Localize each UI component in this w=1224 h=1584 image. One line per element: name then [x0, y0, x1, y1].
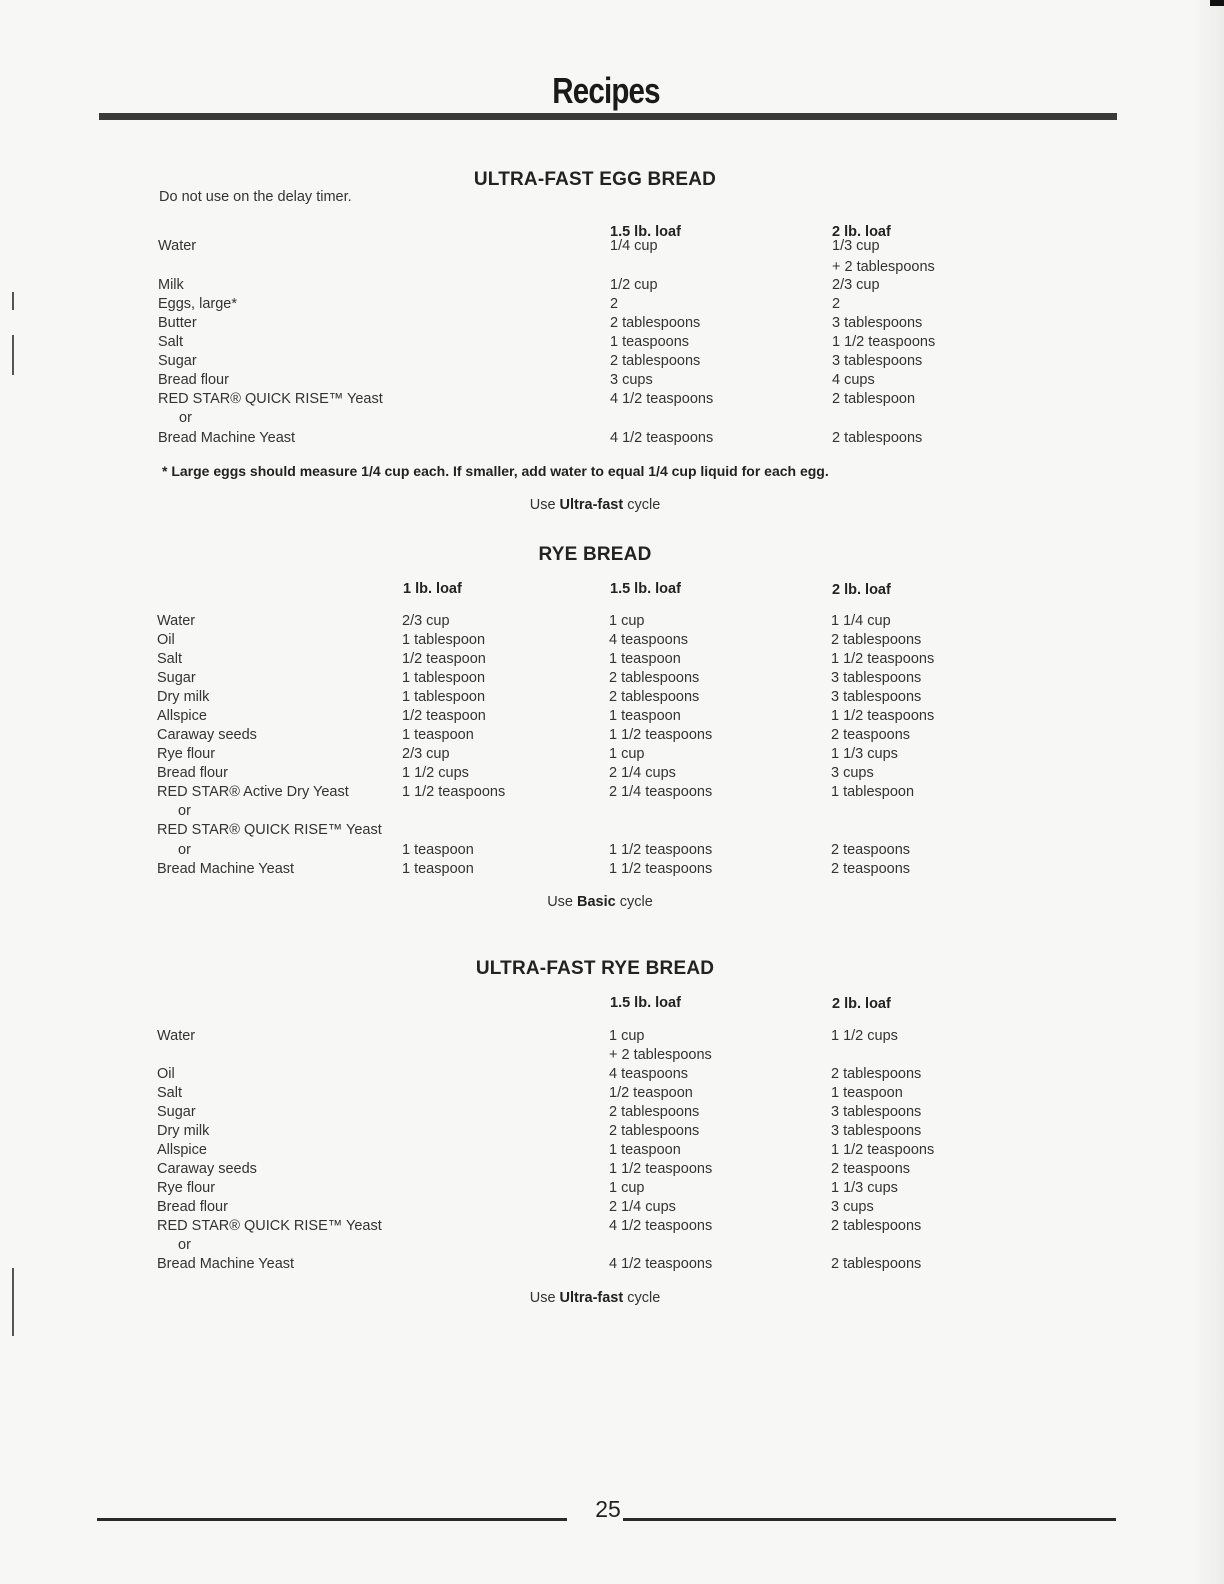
ingredient-amount: 1 1/2 cups	[402, 765, 469, 781]
ingredient-name: RED STAR® QUICK RISE™ Yeast	[158, 391, 383, 407]
ingredient-amount: 1 1/2 teaspoons	[609, 1161, 713, 1177]
ingredient-name: or	[179, 410, 192, 426]
cycle-prefix: Use	[529, 497, 556, 513]
ingredient-name: Salt	[158, 334, 183, 350]
ingredient-name: RED STAR® Active Dry Yeast	[157, 784, 349, 800]
ingredient-amount: 4 1/2 teaspoons	[609, 1218, 713, 1234]
ingredient-amount: 2	[610, 296, 619, 312]
ingredient-amount: 2 tablespoons	[609, 1123, 700, 1139]
ingredient-amount: 1 1/2 teaspoons	[609, 861, 713, 877]
ingredient-amount: 2 1/4 teaspoons	[609, 784, 713, 800]
ingredient-name: Water	[157, 613, 196, 629]
ingredient-amount: 2 teaspoons	[831, 727, 911, 743]
ingredient-amount: 1 1/2 teaspoons	[831, 651, 935, 667]
ingredient-name: Water	[157, 1028, 196, 1044]
ingredient-amount: 1 cup	[609, 613, 645, 629]
ingredient-name: Bread flour	[158, 372, 229, 388]
ingredient-amount: 1/2 teaspoon	[402, 651, 486, 667]
cycle-name: Ultra-fast	[559, 497, 624, 513]
ingredient-amount: 1 1/2 teaspoons	[831, 708, 935, 724]
footer-rule-right	[623, 1518, 1116, 1521]
recipe-title: ULTRA-FAST EGG BREAD	[473, 169, 717, 190]
ingredient-amount: 1/3 cup	[832, 238, 880, 254]
ingredient-name: Caraway seeds	[157, 1161, 257, 1177]
ingredient-amount: 1 1/2 teaspoons	[402, 784, 506, 800]
ingredient-name: Allspice	[157, 1142, 207, 1158]
ingredient-amount: 1 tablespoon	[402, 670, 486, 686]
ingredient-amount: 1 tablespoon	[402, 689, 486, 705]
page-edge-shadow	[1194, 0, 1224, 1584]
ingredient-name: Sugar	[157, 670, 196, 686]
ingredient-amount: 2 tablespoons	[609, 1104, 700, 1120]
ingredient-amount: 3 cups	[831, 765, 874, 781]
ingredient-amount: 1 teaspoon	[831, 1085, 903, 1101]
ingredient-name: RED STAR® QUICK RISE™ Yeast	[157, 1218, 382, 1234]
ingredient-name: Salt	[157, 1085, 182, 1101]
ingredient-amount: 4 teaspoons	[609, 1066, 689, 1082]
ingredient-name: Oil	[157, 1066, 175, 1082]
ingredient-amount: 2 tablespoons	[610, 353, 701, 369]
ingredient-amount: 2 teaspoons	[831, 842, 911, 858]
ingredient-amount: 2 tablespoons	[609, 670, 700, 686]
ingredient-amount: 2/3 cup	[402, 613, 450, 629]
page-corner-mark	[1210, 0, 1224, 6]
ingredient-name: Milk	[158, 277, 184, 293]
ingredient-name: Sugar	[158, 353, 197, 369]
ingredient-name: Dry milk	[157, 1123, 210, 1139]
ingredient-amount: 2 tablespoons	[832, 430, 923, 446]
column-header: 2 lb. loaf	[832, 582, 891, 598]
ingredient-amount: 4 1/2 teaspoons	[610, 430, 714, 446]
ingredient-amount: 2	[832, 296, 841, 312]
cycle-name: Ultra-fast	[559, 1290, 624, 1306]
column-header: 1.5 lb. loaf	[610, 995, 681, 1011]
ingredient-amount: 1 1/3 cups	[831, 746, 898, 762]
ingredient-amount: 1 cup	[609, 746, 645, 762]
ingredient-amount: 1 teaspoon	[402, 861, 474, 877]
cycle-suffix: cycle	[627, 497, 661, 513]
ingredient-amount: 1 tablespoon	[831, 784, 915, 800]
ingredient-amount: 1 1/4 cup	[831, 613, 891, 629]
ingredient-amount: 3 cups	[610, 372, 653, 388]
binding-mark	[12, 292, 14, 310]
ingredient-amount: 2 1/4 cups	[609, 1199, 676, 1215]
ingredient-amount: + 2 tablespoons	[609, 1047, 712, 1063]
footer-rule-left	[97, 1518, 567, 1521]
ingredient-name: Rye flour	[157, 1180, 216, 1196]
ingredient-amount: 1 teaspoon	[609, 708, 681, 724]
ingredient-amount: 2 1/4 cups	[609, 765, 676, 781]
header-rule	[99, 113, 1117, 120]
cycle-prefix: Use	[547, 894, 573, 910]
page-number: 25	[595, 1496, 621, 1522]
cycle-prefix: Use	[529, 1290, 556, 1306]
ingredient-amount: 1 teaspoons	[610, 334, 690, 350]
ingredient-amount: 2/3 cup	[832, 277, 880, 293]
recipe-title: RYE BREAD	[538, 544, 652, 565]
ingredient-amount: 2 tablespoons	[831, 1218, 922, 1234]
ingredient-name: Bread Machine Yeast	[157, 1256, 295, 1272]
cycle-instruction	[0, 894, 1200, 910]
cycle-instruction	[0, 497, 1190, 513]
ingredient-amount: 3 cups	[831, 1199, 874, 1215]
ingredient-amount: 2 teaspoons	[831, 861, 911, 877]
ingredient-amount: 1 teaspoon	[402, 842, 474, 858]
ingredient-name: Salt	[157, 651, 182, 667]
ingredient-name: Bread flour	[157, 1199, 228, 1215]
ingredient-amount: 2 tablespoons	[609, 689, 700, 705]
ingredient-amount: 1 teaspoon	[609, 1142, 681, 1158]
column-header: 1 lb. loaf	[403, 581, 462, 597]
ingredient-amount: 1 teaspoon	[402, 727, 474, 743]
ingredient-name: Rye flour	[157, 746, 216, 762]
column-header: 2 lb. loaf	[832, 224, 891, 240]
ingredient-name: Bread Machine Yeast	[158, 430, 296, 446]
ingredient-name: Allspice	[157, 708, 207, 724]
cycle-suffix: cycle	[619, 894, 653, 910]
ingredient-amount: 4 cups	[832, 372, 875, 388]
ingredient-amount: + 2 tablespoons	[832, 259, 935, 275]
ingredient-name: RED STAR® QUICK RISE™ Yeast	[157, 822, 382, 838]
footnote: * Large eggs should measure 1/4 cup each. If smaller, add water to equal 1/4 cup liquid for each egg.	[162, 463, 829, 479]
ingredient-name: or	[178, 803, 191, 819]
ingredient-amount: 3 tablespoons	[831, 1123, 922, 1139]
column-header: 1.5 lb. loaf	[610, 581, 681, 597]
recipe-intro: Do not use on the delay timer.	[159, 189, 352, 205]
ingredient-amount: 1 teaspoon	[609, 651, 681, 667]
ingredient-amount: 1 1/2 teaspoons	[609, 727, 713, 743]
ingredient-amount: 1/2 teaspoon	[609, 1085, 693, 1101]
ingredient-amount: 1 1/2 teaspoons	[832, 334, 936, 350]
ingredient-amount: 4 1/2 teaspoons	[609, 1256, 713, 1272]
ingredient-amount: 2 tablespoons	[610, 315, 701, 331]
ingredient-name: Dry milk	[157, 689, 210, 705]
ingredient-name: Bread Machine Yeast	[157, 861, 295, 877]
ingredient-name: or	[178, 842, 191, 858]
cycle-name: Basic	[577, 894, 616, 910]
binding-mark	[12, 335, 14, 375]
recipe-title: ULTRA-FAST RYE BREAD	[475, 958, 715, 979]
ingredient-name: Caraway seeds	[157, 727, 257, 743]
ingredient-name: or	[178, 1237, 191, 1253]
ingredient-amount: 2 teaspoons	[831, 1161, 911, 1177]
cycle-instruction	[0, 1290, 1190, 1306]
ingredient-amount: 1 1/2 cups	[831, 1028, 898, 1044]
ingredient-amount: 1 1/2 teaspoons	[609, 842, 713, 858]
page-title: Recipes	[552, 70, 660, 111]
ingredient-amount: 2 tablespoons	[831, 632, 922, 648]
ingredient-amount: 1 1/3 cups	[831, 1180, 898, 1196]
ingredient-amount: 1/2 cup	[610, 277, 658, 293]
ingredient-name: Water	[158, 238, 197, 254]
ingredient-amount: 2 tablespoon	[832, 391, 916, 407]
ingredient-amount: 3 tablespoons	[831, 670, 922, 686]
ingredient-amount: 2 tablespoons	[831, 1256, 922, 1272]
ingredient-amount: 4 teaspoons	[609, 632, 689, 648]
column-header: 1.5 lb. loaf	[610, 224, 681, 240]
ingredient-amount: 1/2 teaspoon	[402, 708, 486, 724]
ingredient-amount: 3 tablespoons	[832, 315, 923, 331]
ingredient-amount: 3 tablespoons	[832, 353, 923, 369]
ingredient-amount: 2 tablespoons	[831, 1066, 922, 1082]
ingredient-name: Butter	[158, 315, 197, 331]
ingredient-name: Eggs, large*	[158, 296, 237, 312]
ingredient-amount: 4 1/2 teaspoons	[610, 391, 714, 407]
ingredient-amount: 2/3 cup	[402, 746, 450, 762]
ingredient-amount: 3 tablespoons	[831, 689, 922, 705]
column-header: 2 lb. loaf	[832, 996, 891, 1012]
ingredient-amount: 1/4 cup	[610, 238, 658, 254]
ingredient-amount: 3 tablespoons	[831, 1104, 922, 1120]
ingredient-name: Bread flour	[157, 765, 228, 781]
ingredient-name: Sugar	[157, 1104, 196, 1120]
ingredient-amount: 1 cup	[609, 1180, 645, 1196]
ingredient-amount: 1 tablespoon	[402, 632, 486, 648]
cycle-suffix: cycle	[627, 1290, 661, 1306]
ingredient-amount: 1 cup	[609, 1028, 645, 1044]
ingredient-name: Oil	[157, 632, 175, 648]
ingredient-amount: 1 1/2 teaspoons	[831, 1142, 935, 1158]
